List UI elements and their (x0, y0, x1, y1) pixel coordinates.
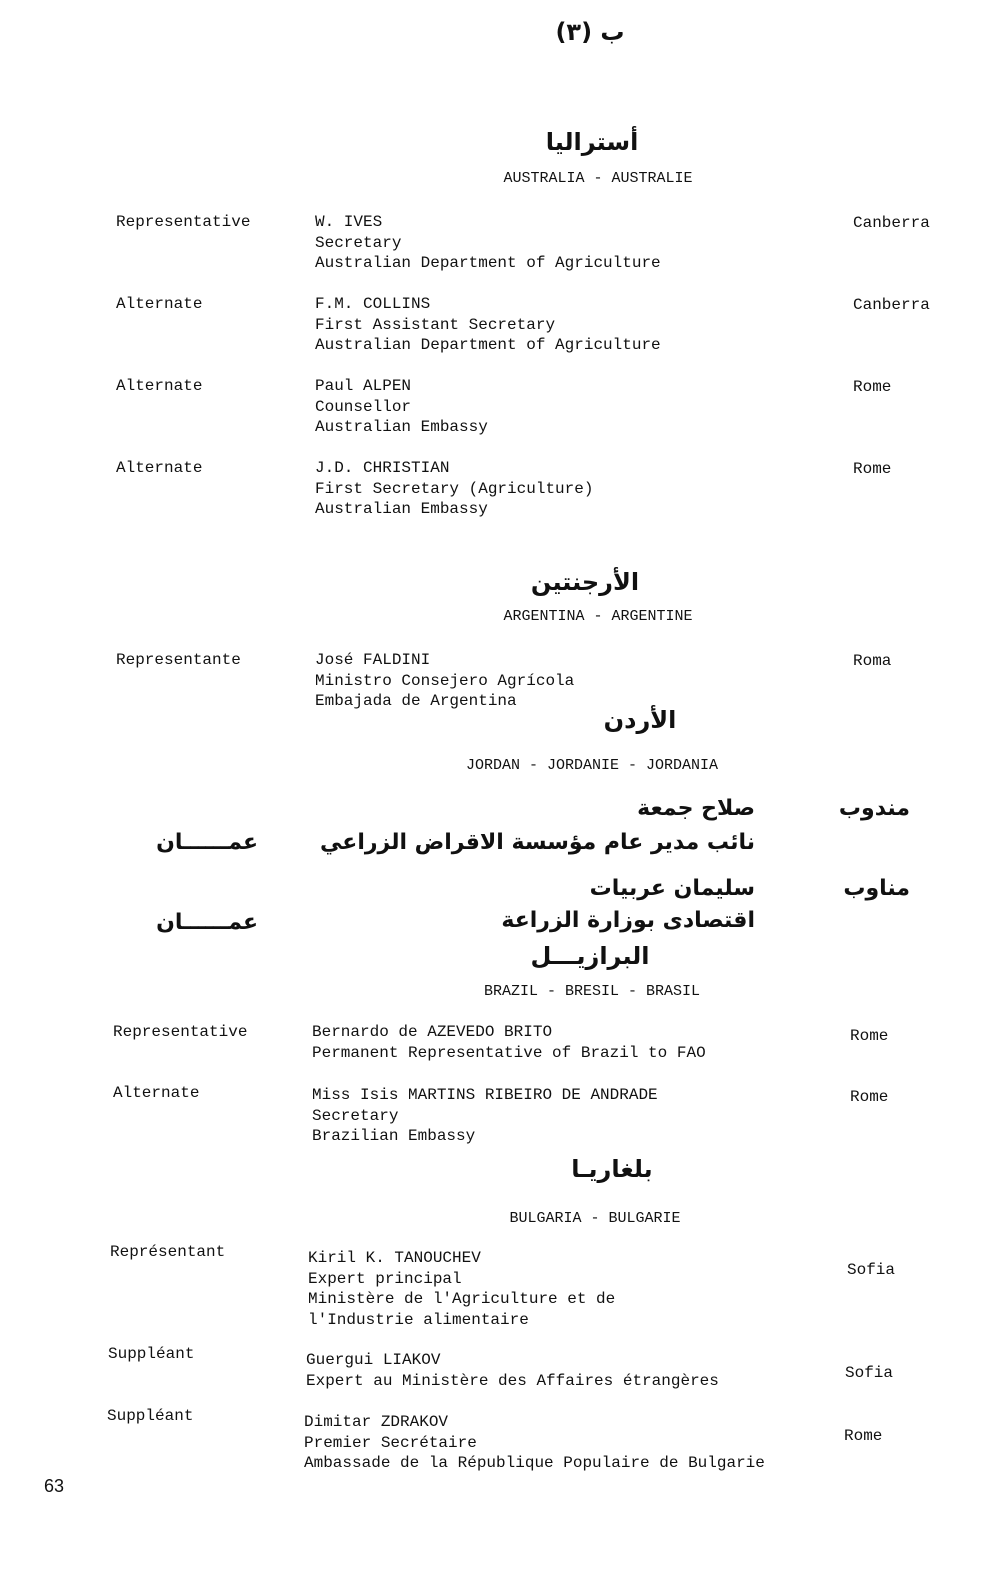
delegate-city: Canberra (853, 214, 930, 232)
delegate-role: Representative (113, 1023, 248, 1041)
delegate-organization: Brazilian Embassy (312, 1127, 476, 1145)
delegate-role: مناوب (843, 876, 910, 901)
delegate-city: عمــــــان (156, 910, 258, 935)
delegate-name: W. IVES (315, 213, 383, 231)
delegate-name: José FALDINI (315, 651, 431, 669)
country-title-bulgaria: BULGARIA - BULGARIE (509, 1210, 681, 1227)
country-title-arabic-jordan: الأردن (603, 706, 677, 734)
delegate-organization: Embajada de Argentina (315, 692, 517, 710)
country-title-arabic-bulgaria: بلغاريـا (571, 1155, 653, 1183)
delegate-name: Dimitar ZDRAKOV (304, 1413, 449, 1431)
delegate-title: Expert principal (308, 1269, 462, 1288)
delegate-city: Rome (844, 1427, 883, 1445)
country-title-arabic-brazil: البرازيـــل (530, 942, 650, 970)
delegate-name: Guergui LIAKOV (306, 1351, 441, 1369)
delegate-city: Rome (850, 1027, 889, 1045)
delegate-title: Counsellor (315, 397, 412, 416)
country-title-jordan: JORDAN - JORDANIE - JORDANIA (465, 757, 719, 774)
delegate-name: Kiril K. TANOUCHEV (308, 1249, 481, 1267)
delegate-city: Rome (850, 1088, 889, 1106)
delegate-role: مندوب (838, 796, 910, 821)
delegate-city: Canberra (853, 296, 930, 314)
delegate-role: Alternate (113, 1084, 200, 1102)
delegate-title: First Assistant Secretary (315, 315, 556, 334)
delegate-details (315, 376, 488, 438)
delegate-title: Ministro Consejero Agrícola (315, 671, 575, 690)
page-label: ب (٣) (555, 18, 625, 46)
country-title-argentina: ARGENTINA - ARGENTINE (503, 608, 693, 625)
page-number: 63 (44, 1476, 65, 1496)
country-title-brazil: BRAZIL - BRESIL - BRASIL (483, 983, 701, 1000)
delegate-name: سليمان عربيات (589, 876, 755, 901)
delegate-organization: Australian Embassy (315, 500, 488, 518)
delegate-role: Alternate (116, 295, 203, 313)
delegate-name: Bernardo de AZEVEDO BRITO (312, 1023, 553, 1041)
delegate-organization: Ministère de l'Agriculture et de (308, 1290, 616, 1308)
delegate-title: Premier Secrétaire (304, 1433, 477, 1452)
delegate-name: Paul ALPEN (315, 377, 412, 395)
delegate-city: Sofia (847, 1261, 896, 1279)
delegate-details (315, 458, 593, 520)
delegate-name: Miss Isis MARTINS RIBEIRO DE ANDRADE (312, 1086, 658, 1104)
delegate-title: Secretary (312, 1106, 399, 1125)
delegate-details (315, 212, 661, 274)
delegate-role: Alternate (116, 377, 203, 395)
delegate-city: عمــــــان (156, 830, 258, 855)
delegate-name: صلاح جمعة (637, 796, 755, 821)
delegate-role: Representante (116, 651, 241, 669)
delegate-title: اقتصادى بوزارة الزراعة (501, 908, 755, 933)
delegate-title: Permanent Representative of Brazil to FAO (312, 1043, 706, 1062)
delegate-title: Expert au Ministère des Affaires étrangères (306, 1371, 719, 1390)
delegate-organization-cont: l'Industrie alimentaire (308, 1310, 529, 1329)
delegate-title: Secretary (315, 233, 402, 252)
delegate-details (306, 1350, 719, 1391)
delegate-organization: Australian Department of Agriculture (315, 336, 661, 354)
delegate-details (315, 650, 574, 712)
delegate-city: Rome (853, 378, 892, 396)
delegate-title: First Secretary (Agriculture) (315, 479, 594, 498)
delegate-organization: Ambassade de la République Populaire de Bulgarie (304, 1454, 765, 1472)
delegate-details (315, 294, 661, 356)
country-title-arabic-australia: أستراليا (545, 128, 639, 156)
delegate-role: Suppléant (107, 1407, 194, 1425)
delegate-city: Rome (853, 460, 892, 478)
country-title-arabic-argentina: الأرجنتين (530, 568, 640, 596)
delegate-details (312, 1022, 706, 1063)
delegate-details (312, 1085, 658, 1147)
delegate-city: Sofia (845, 1364, 894, 1382)
delegate-role: Alternate (116, 459, 203, 477)
delegate-name: J.D. CHRISTIAN (315, 459, 450, 477)
delegate-organization: Australian Embassy (315, 418, 488, 436)
country-title-australia: AUSTRALIA - AUSTRALIE (503, 170, 693, 187)
delegate-details (304, 1412, 765, 1474)
delegate-organization: Australian Department of Agriculture (315, 254, 661, 272)
delegate-role: Suppléant (108, 1345, 195, 1363)
delegate-name: F.M. COLLINS (315, 295, 431, 313)
delegate-role: Representative (116, 213, 251, 231)
delegate-title: نائب مدير عام مؤسسة الاقراض الزراعي (320, 830, 755, 855)
delegate-details (308, 1248, 615, 1330)
delegate-city: Roma (853, 652, 892, 670)
delegate-role: Représentant (110, 1243, 226, 1261)
